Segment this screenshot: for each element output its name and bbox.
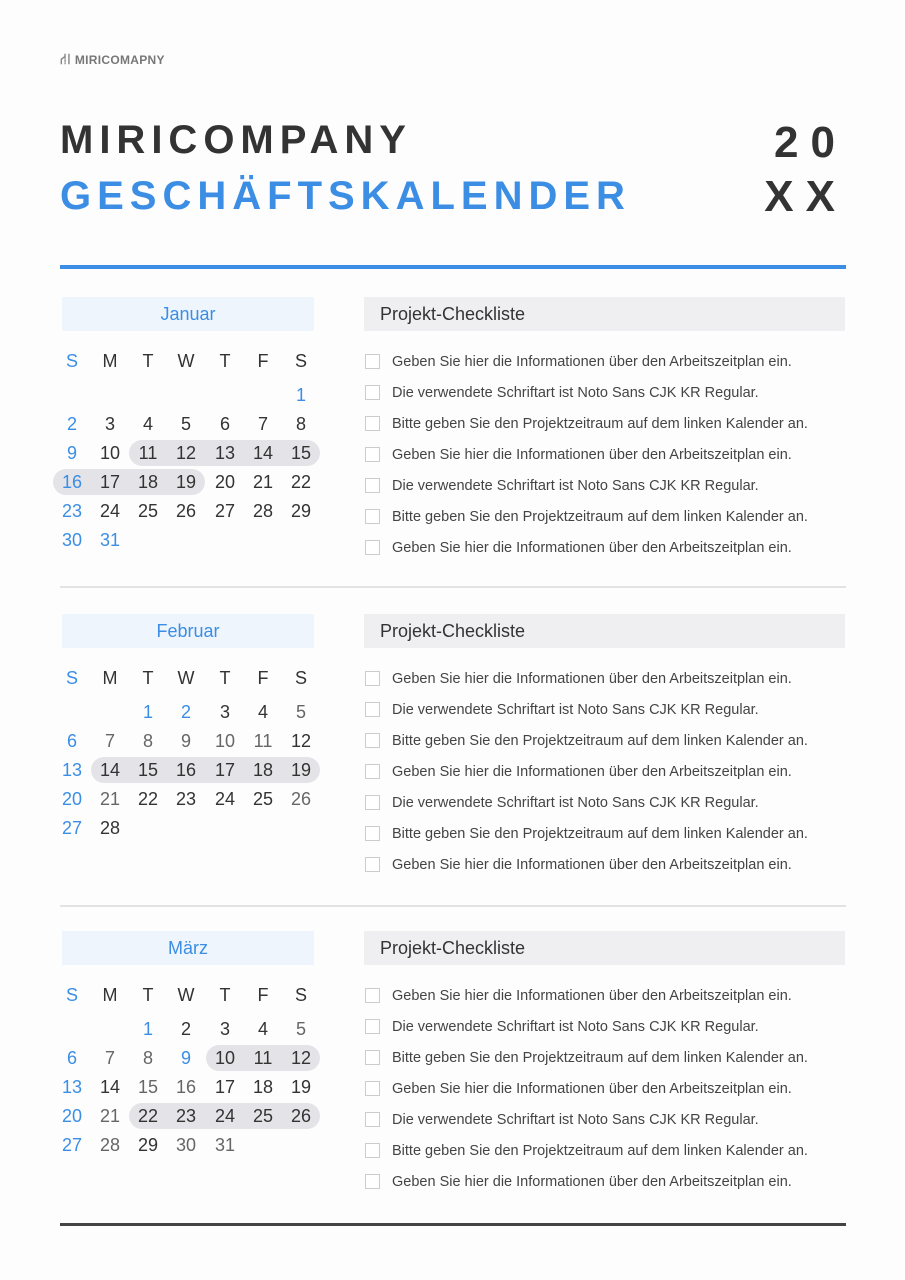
weekday-label: S [65, 351, 78, 371]
calendar-day[interactable]: 21 [99, 1106, 121, 1126]
checkbox[interactable] [365, 447, 380, 462]
calendar-day[interactable]: 4 [257, 1019, 268, 1039]
logo-text: MIRICOMAPNY [74, 52, 165, 67]
checklist-item-text: Die verwendete Schriftart ist Noto Sans CJK KR Regular. [392, 1111, 759, 1128]
calendar-day[interactable]: 25 [252, 1106, 274, 1126]
calendar-day[interactable]: 26 [175, 501, 197, 521]
weekday-header [52, 664, 320, 694]
company-title: MIRICOMPANY [60, 118, 412, 162]
checkbox[interactable] [365, 385, 380, 400]
week-row [52, 410, 320, 439]
checklist-title: Projekt-Checkliste [364, 297, 845, 331]
calendar-day[interactable]: 17 [214, 1077, 236, 1097]
header-rule [60, 265, 846, 269]
section-divider [60, 586, 846, 588]
calendar-day[interactable]: 3 [219, 702, 230, 722]
weekday-label: S [65, 668, 78, 688]
calendar-day[interactable]: 1 [142, 1019, 153, 1039]
calendar-day[interactable]: 16 [175, 760, 197, 780]
project-checklist [364, 663, 845, 880]
weekday-label: T [142, 668, 154, 688]
calendar-day[interactable]: 28 [99, 818, 121, 838]
checklist-item-text: Die verwendete Schriftart ist Noto Sans CJK KR Regular. [392, 1018, 759, 1035]
week-row [52, 814, 320, 843]
checkbox[interactable] [365, 1081, 380, 1096]
weekday-label: F [257, 668, 269, 688]
checklist-item [364, 1104, 845, 1135]
checkbox[interactable] [365, 478, 380, 493]
calendar-day[interactable]: 17 [214, 760, 236, 780]
calendar-day[interactable]: 16 [175, 1077, 197, 1097]
calendar-day[interactable]: 31 [99, 530, 121, 550]
calendar-day[interactable]: 7 [104, 731, 115, 751]
checklist-item-text: Die verwendete Schriftart ist Noto Sans CJK KR Regular. [392, 477, 759, 494]
checklist-item [364, 980, 845, 1011]
calendar-day[interactable]: 6 [66, 1048, 77, 1068]
checklist-item-text: Bitte geben Sie den Projektzeitraum auf dem linken Kalender an. [392, 732, 808, 749]
checklist-item [364, 1011, 845, 1042]
weekday-label: S [65, 985, 78, 1005]
calendar-day[interactable]: 14 [99, 1077, 121, 1097]
calendar-day[interactable]: 13 [61, 1077, 83, 1097]
month-name: Januar [62, 297, 314, 331]
calendar-day[interactable]: 24 [214, 1106, 236, 1126]
checklist-item-text: Geben Sie hier die Informationen über den Arbeitszeitplan ein. [392, 763, 792, 780]
checkbox[interactable] [365, 1050, 380, 1065]
calendar-day[interactable]: 16 [61, 472, 83, 492]
calendar-day[interactable]: 9 [66, 443, 77, 463]
weekday-label: T [219, 351, 231, 371]
checklist-item [364, 1042, 845, 1073]
calendar-day[interactable]: 12 [290, 1048, 312, 1068]
calendar-day[interactable]: 21 [99, 789, 121, 809]
calendar-day[interactable]: 18 [252, 760, 274, 780]
calendar-day[interactable]: 8 [142, 1048, 153, 1068]
calendar-day[interactable]: 31 [214, 1135, 236, 1155]
checklist-item [364, 1166, 845, 1197]
checklist-item-text: Geben Sie hier die Informationen über den Arbeitszeitplan ein. [392, 1173, 792, 1190]
calendar-day[interactable]: 30 [61, 530, 83, 550]
calendar-day[interactable]: 11 [138, 443, 158, 463]
weekday-header [52, 347, 320, 377]
checklist-item-text: Geben Sie hier die Informationen über den Arbeitszeitplan ein. [392, 446, 792, 463]
calendar-day[interactable]: 29 [290, 501, 312, 521]
checklist-item [364, 756, 845, 787]
calendar-day[interactable]: 28 [99, 1135, 121, 1155]
calendar-day[interactable]: 6 [66, 731, 77, 751]
calendar-day[interactable]: 25 [137, 501, 159, 521]
calendar-day[interactable]: 5 [295, 702, 306, 722]
week-row [52, 785, 320, 814]
calendar-day[interactable]: 2 [66, 414, 77, 434]
section-divider [60, 905, 846, 907]
calendar-day[interactable]: 15 [290, 443, 312, 463]
checkbox[interactable] [365, 857, 380, 872]
calendar-day[interactable]: 15 [137, 760, 159, 780]
calendar-day[interactable]: 2 [180, 1019, 191, 1039]
checkbox[interactable] [365, 416, 380, 431]
calendar-day[interactable]: 5 [180, 414, 191, 434]
weekday-label: S [294, 668, 307, 688]
checkbox[interactable] [365, 540, 380, 555]
checklist-item-text: Die verwendete Schriftart ist Noto Sans CJK KR Regular. [392, 701, 759, 718]
checklist-title: Projekt-Checkliste [364, 614, 845, 648]
checklist-item [364, 470, 845, 501]
calendar-day[interactable]: 30 [175, 1135, 197, 1155]
calendar-day[interactable]: 27 [61, 1135, 83, 1155]
calendar-day[interactable]: 9 [180, 1048, 191, 1068]
calendar-day[interactable]: 1 [142, 702, 153, 722]
week-row [52, 756, 320, 785]
calendar-day[interactable]: 20 [61, 789, 83, 809]
calendar-day[interactable]: 22 [290, 472, 312, 492]
calendar-day[interactable]: 23 [175, 1106, 197, 1126]
calendar-day[interactable]: 10 [214, 731, 236, 751]
calendar-day[interactable]: 28 [252, 501, 274, 521]
checklist-item-text: Bitte geben Sie den Projektzeitraum auf dem linken Kalender an. [392, 825, 808, 842]
calendar-day[interactable]: 20 [61, 1106, 83, 1126]
weekday-label: W [177, 351, 195, 371]
checklist-item [364, 501, 845, 532]
weekday-label: T [142, 351, 154, 371]
calendar-day[interactable]: 20 [214, 472, 236, 492]
checklist-item [364, 787, 845, 818]
checklist-item-text: Die verwendete Schriftart ist Noto Sans CJK KR Regular. [392, 794, 759, 811]
calendar-day[interactable]: 10 [214, 1048, 236, 1068]
checklist-item [364, 1073, 845, 1104]
checkbox[interactable] [365, 1143, 380, 1158]
checklist-item [364, 663, 845, 694]
calendar-day[interactable]: 8 [295, 414, 306, 434]
checkbox[interactable] [365, 671, 380, 686]
calendar-day[interactable]: 6 [219, 414, 230, 434]
checklist-item-text: Bitte geben Sie den Projektzeitraum auf dem linken Kalender an. [392, 508, 808, 525]
weekday-label: W [177, 668, 195, 688]
footer-rule [60, 1223, 846, 1226]
tree-icon: ⛙ [60, 51, 71, 68]
calendar-day[interactable]: 26 [290, 789, 312, 809]
checklist-item-text: Geben Sie hier die Informationen über den Arbeitszeitplan ein. [392, 987, 792, 1004]
calendar-day[interactable]: 18 [252, 1077, 274, 1097]
month-calendar [52, 981, 320, 1160]
checkbox[interactable] [365, 1112, 380, 1127]
checklist-item [364, 377, 845, 408]
calendar-day[interactable]: 5 [295, 1019, 306, 1039]
checkbox[interactable] [365, 354, 380, 369]
checklist-item-text: Bitte geben Sie den Projektzeitraum auf dem linken Kalender an. [392, 415, 808, 432]
month-calendar [52, 347, 320, 555]
checklist-item [364, 818, 845, 849]
week-row [52, 439, 320, 468]
project-checklist [364, 980, 845, 1197]
calendar-day[interactable]: 4 [257, 702, 268, 722]
calendar-day[interactable]: 21 [252, 472, 274, 492]
project-checklist [364, 346, 845, 563]
checklist-title: Projekt-Checkliste [364, 931, 845, 965]
calendar-day[interactable]: 26 [290, 1106, 312, 1126]
checkbox[interactable] [365, 988, 380, 1003]
checkbox[interactable] [365, 509, 380, 524]
calendar-day[interactable]: 23 [175, 789, 197, 809]
weekday-label: T [219, 668, 231, 688]
calendar-day[interactable]: 19 [175, 472, 197, 492]
checklist-item [364, 346, 845, 377]
weekday-label: W [177, 985, 195, 1005]
checklist-item-text: Geben Sie hier die Informationen über den Arbeitszeitplan ein. [392, 353, 792, 370]
checklist-item-text: Bitte geben Sie den Projektzeitraum auf dem linken Kalender an. [392, 1142, 808, 1159]
calendar-day[interactable]: 12 [290, 731, 312, 751]
calendar-day[interactable]: 19 [290, 760, 312, 780]
calendar-day[interactable]: 13 [61, 760, 83, 780]
week-row [52, 497, 320, 526]
calendar-day[interactable]: 15 [137, 1077, 159, 1097]
checklist-item [364, 532, 845, 563]
checklist-item-text: Bitte geben Sie den Projektzeitraum auf dem linken Kalender an. [392, 1049, 808, 1066]
weekday-label: M [102, 351, 118, 371]
calendar-day[interactable]: 13 [214, 443, 236, 463]
calendar-day[interactable]: 3 [104, 414, 115, 434]
calendar-day[interactable]: 22 [137, 1106, 159, 1126]
calendar-day[interactable]: 1 [295, 385, 306, 405]
weekday-label: M [102, 668, 118, 688]
week-row [52, 1131, 320, 1160]
calendar-day[interactable]: 14 [99, 760, 121, 780]
checklist-item [364, 849, 845, 880]
calendar-day[interactable]: 7 [104, 1048, 115, 1068]
week-row [52, 698, 320, 727]
weekday-header [52, 981, 320, 1011]
calendar-day[interactable]: 17 [99, 472, 121, 492]
calendar-day[interactable]: 11 [253, 1048, 273, 1068]
calendar-day[interactable]: 18 [137, 472, 159, 492]
calendar-day[interactable]: 8 [142, 731, 153, 751]
calendar-day[interactable]: 10 [99, 443, 121, 463]
week-row [52, 1073, 320, 1102]
calendar-day[interactable]: 19 [290, 1077, 312, 1097]
year-line-2: XX [764, 172, 847, 221]
calendar-day[interactable]: 2 [180, 702, 191, 722]
checkbox[interactable] [365, 733, 380, 748]
calendar-day[interactable]: 25 [252, 789, 274, 809]
calendar-day[interactable]: 14 [252, 443, 274, 463]
week-row [52, 727, 320, 756]
checkbox[interactable] [365, 826, 380, 841]
checkbox[interactable] [365, 1174, 380, 1189]
week-row [52, 468, 320, 497]
calendar-day[interactable]: 24 [99, 501, 121, 521]
month-calendar [52, 664, 320, 843]
checklist-item [364, 725, 845, 756]
weekday-label: T [142, 985, 154, 1005]
week-row [52, 1044, 320, 1073]
calendar-day[interactable]: 12 [175, 443, 197, 463]
year-line-1: 20 [774, 118, 847, 167]
checkbox[interactable] [365, 764, 380, 779]
company-logo [60, 52, 165, 67]
calendar-day[interactable]: 23 [61, 501, 83, 521]
calendar-day[interactable]: 24 [214, 789, 236, 809]
weekday-label: F [257, 351, 269, 371]
checklist-item [364, 1135, 845, 1166]
calendar-day[interactable]: 4 [142, 414, 153, 434]
calendar-day[interactable]: 27 [61, 818, 83, 838]
checklist-item [364, 439, 845, 470]
weekday-label: S [294, 985, 307, 1005]
checkbox[interactable] [365, 702, 380, 717]
calendar-day[interactable]: 11 [253, 731, 273, 751]
calendar-day[interactable]: 22 [137, 789, 159, 809]
calendar-title: GESCHÄFTSKALENDER [60, 174, 631, 218]
checkbox[interactable] [365, 1019, 380, 1034]
calendar-day[interactable]: 3 [219, 1019, 230, 1039]
checklist-item-text: Geben Sie hier die Informationen über den Arbeitszeitplan ein. [392, 670, 792, 687]
checkbox[interactable] [365, 795, 380, 810]
week-row [52, 1015, 320, 1044]
weekday-label: M [102, 985, 118, 1005]
checklist-item-text: Die verwendete Schriftart ist Noto Sans CJK KR Regular. [392, 384, 759, 401]
calendar-day[interactable]: 29 [137, 1135, 159, 1155]
checklist-item [364, 694, 845, 725]
week-row [52, 526, 320, 555]
checklist-item-text: Geben Sie hier die Informationen über den Arbeitszeitplan ein. [392, 856, 792, 873]
weekday-label: T [219, 985, 231, 1005]
calendar-day[interactable]: 7 [257, 414, 268, 434]
week-row [52, 1102, 320, 1131]
month-name: März [62, 931, 314, 965]
week-row [52, 381, 320, 410]
weekday-label: F [257, 985, 269, 1005]
checklist-item-text: Geben Sie hier die Informationen über den Arbeitszeitplan ein. [392, 539, 792, 556]
calendar-day[interactable]: 27 [214, 501, 236, 521]
checklist-item-text: Geben Sie hier die Informationen über den Arbeitszeitplan ein. [392, 1080, 792, 1097]
calendar-day[interactable]: 9 [180, 731, 191, 751]
month-name: Februar [62, 614, 314, 648]
checklist-item [364, 408, 845, 439]
weekday-label: S [294, 351, 307, 371]
